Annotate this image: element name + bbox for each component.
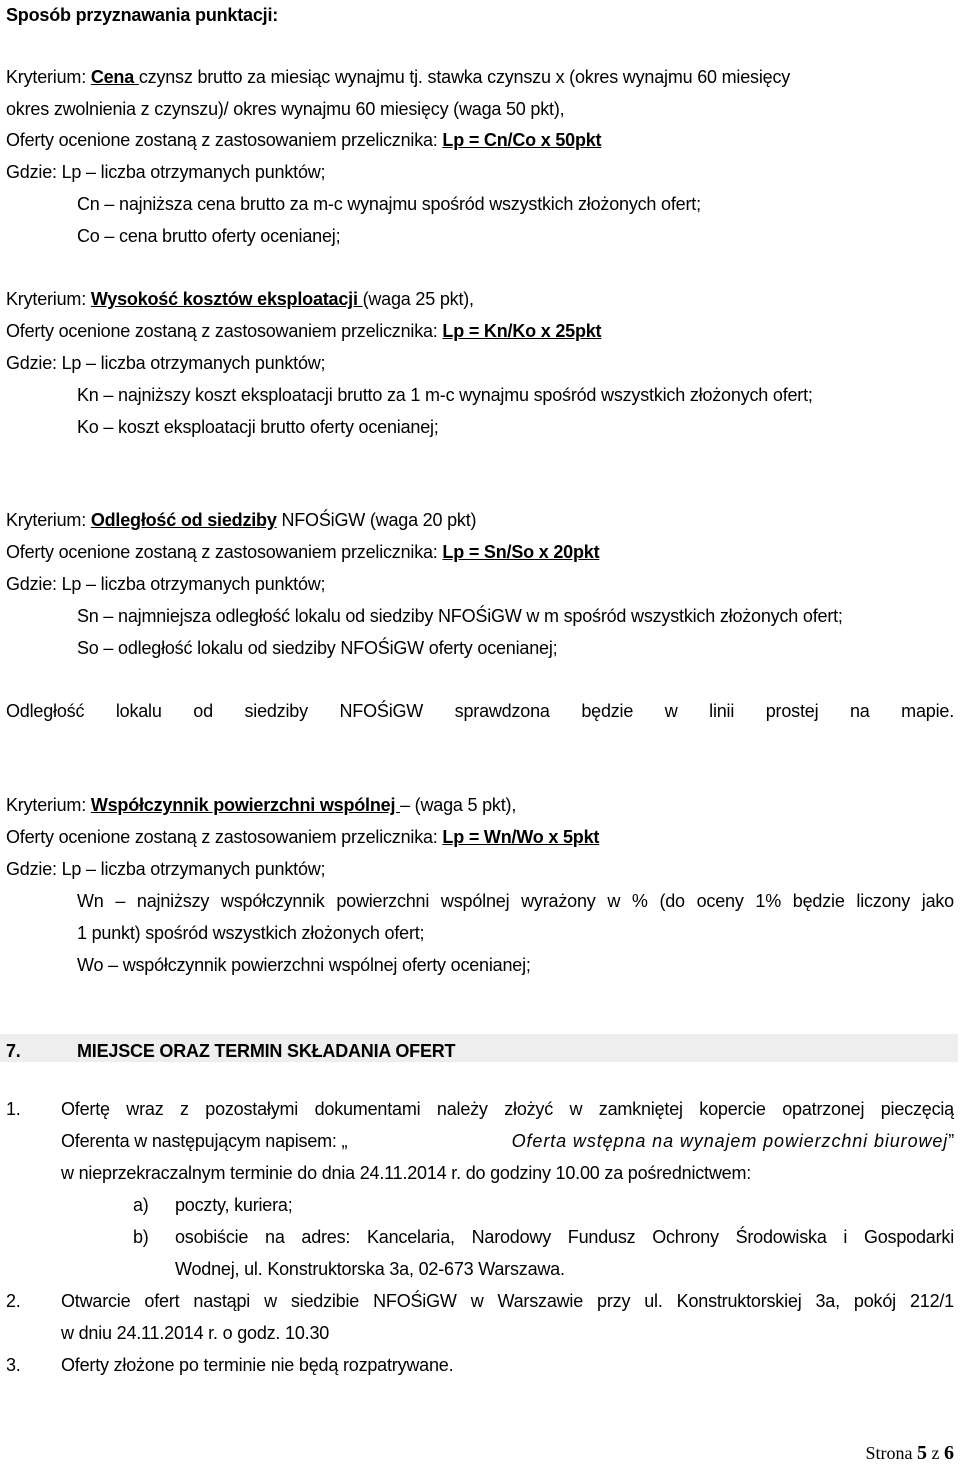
footer-sep: z [927,1443,944,1463]
criterion-2-formula-line [6,320,601,344]
criterion-weight: (waga 25 pkt), [362,289,474,309]
sub-item-b-line-1: osobiście na adres: Kancelaria, Narodowy Fundusz Ochrony Środowiska i Gospodarki [175,1227,954,1247]
criterion-label: Kryterium: [6,67,91,87]
page-number-footer [866,1442,955,1465]
item-2-number: 2. [6,1291,21,1311]
criterion-label: Kryterium: [6,510,91,530]
criterion-1-where: Gdzie: Lp – liczba otrzymanych punktów; [6,162,326,182]
criterion-3-where: Gdzie: Lp – liczba otrzymanych punktów; [6,574,326,594]
page-heading: Sposób przyznawania punktacji: [6,5,279,25]
formula: Lp = Sn/So x 20pkt [442,542,600,562]
item-1-line-1: Ofertę wraz z pozostałymi dokumentami należy złożyć w zamkniętej kopercie opatrzonej pieczęcią [61,1099,954,1119]
criterion-name: Współczynnik powierzchni wspólnej [90,795,401,815]
item-1-line-2-text: Oferenta w następującym napisem: „ [61,1131,348,1151]
item-1-line-2-tail [499,1130,954,1154]
criterion-desc: czynsz brutto za miesiąc wynajmu tj. stawka czynszu x (okres wynajmu 60 miesięcy [138,67,791,87]
formula-intro: Oferty ocenione zostaną z zastosowaniem przelicznika: [6,827,443,847]
criterion-2-line-1 [6,288,474,312]
formula-intro: Oferty ocenione zostaną z zastosowaniem przelicznika: [6,130,443,150]
criterion-1-def-2: Co – cena brutto oferty ocenianej; [77,226,341,246]
criterion-4-formula-line [6,826,599,850]
criterion-3-def-2: So – odległość lokalu od siedziby NFOŚiGW oferty ocenianej; [77,638,558,658]
sub-item-b-label: b) [133,1227,149,1247]
criterion-weight: NFOŚiGW (waga 20 pkt) [276,510,477,530]
item-2-line-2: w dniu 24.11.2014 r. o godz. 10.30 [61,1323,330,1343]
criterion-4-where: Gdzie: Lp – liczba otrzymanych punktów; [6,859,326,879]
item-1-closing-quote: ” [948,1131,954,1151]
criterion-2-def-1: Kn – najniższy koszt eksploatacji brutto za 1 m-c wynajmu spośród wszystkich złożonych ofert; [77,385,813,405]
section-title: MIEJSCE ORAZ TERMIN SKŁADANIA OFERT [77,1041,456,1061]
criterion-4-line-1 [6,794,516,818]
criterion-label: Kryterium: [6,795,91,815]
criterion-weight: – (waga 5 pkt), [400,795,517,815]
item-3-line-1: Oferty złożone po terminie nie będą rozpatrywane. [61,1355,454,1375]
item-1-line-2-lead [61,1130,499,1154]
criterion-2-def-2: Ko – koszt eksploatacji brutto oferty ocenianej; [77,417,439,437]
criterion-3-line-1 [6,509,476,533]
criterion-name: Cena [90,67,139,87]
formula-intro: Oferty ocenione zostaną z zastosowaniem przelicznika: [6,321,443,341]
criterion-1-formula-line [6,129,601,153]
sub-item-a-label: a) [133,1195,149,1215]
formula: Lp = Kn/Ko x 25pkt [442,321,602,341]
footer-total: 6 [944,1442,954,1464]
formula: Lp = Wn/Wo x 5pkt [442,827,600,847]
formula: Lp = Cn/Co x 50pkt [442,130,602,150]
criterion-1-line-2: okres zwolnienia z czynszu)/ okres wynajmu 60 miesięcy (waga 50 pkt), [6,99,565,119]
criterion-name: Odległość od siedziby [90,510,277,530]
sub-item-a-text: poczty, kuriera; [175,1195,293,1215]
item-1-line-3: w nieprzekraczalnym terminie do dnia 24.11.2014 r. do godziny 10.00 za pośrednictwem: [61,1163,752,1183]
criterion-1-def-1: Cn – najniższa cena brutto za m-c wynajmu spośród wszystkich złożonych ofert; [77,194,701,214]
criterion-4-def-1b: 1 punkt) spośród wszystkich złożonych ofert; [77,923,425,943]
criterion-label: Kryterium: [6,289,91,309]
criterion-3-formula-line [6,541,599,565]
criterion-3-def-1: Sn – najmniejsza odległość lokalu od siedziby NFOŚiGW w m spośród wszystkich złożonych ofert; [77,606,843,626]
sub-item-b-line-2: Wodnej, ul. Konstruktorska 3a, 02-673 Warszawa. [175,1259,565,1279]
item-1-line-2 [61,1130,954,1154]
section-number: 7. [6,1041,21,1061]
formula-intro: Oferty ocenione zostaną z zastosowaniem przelicznika: [6,542,443,562]
item-3-number: 3. [6,1355,21,1375]
item-2-line-1: Otwarcie ofert nastąpi w siedzibie NFOŚiGW w Warszawie przy ul. Konstruktorskiej 3a, pokój 212/1 [61,1291,954,1311]
criterion-4-def-1: Wn – najniższy współczynnik powierzchni wspólnej wyrażony w % (do oceny 1% będzie liczony jako [77,891,954,911]
criterion-name: Wysokość kosztów eksploatacji [90,289,363,309]
item-1-title-quote: Oferta wstępna na wynajem powierzchni biurowej [511,1131,949,1151]
footer-prefix: Strona [865,1443,917,1463]
criterion-3-note: Odległość lokalu od siedziby NFOŚiGW sprawdzona będzie w linii prostej na mapie. [6,701,954,721]
criterion-1-line-1 [6,66,954,90]
criterion-4-def-2: Wo – współczynnik powierzchni wspólnej oferty ocenianej; [77,955,531,975]
item-1-number: 1. [6,1099,21,1119]
criterion-2-where: Gdzie: Lp – liczba otrzymanych punktów; [6,353,326,373]
footer-page: 5 [917,1442,927,1464]
